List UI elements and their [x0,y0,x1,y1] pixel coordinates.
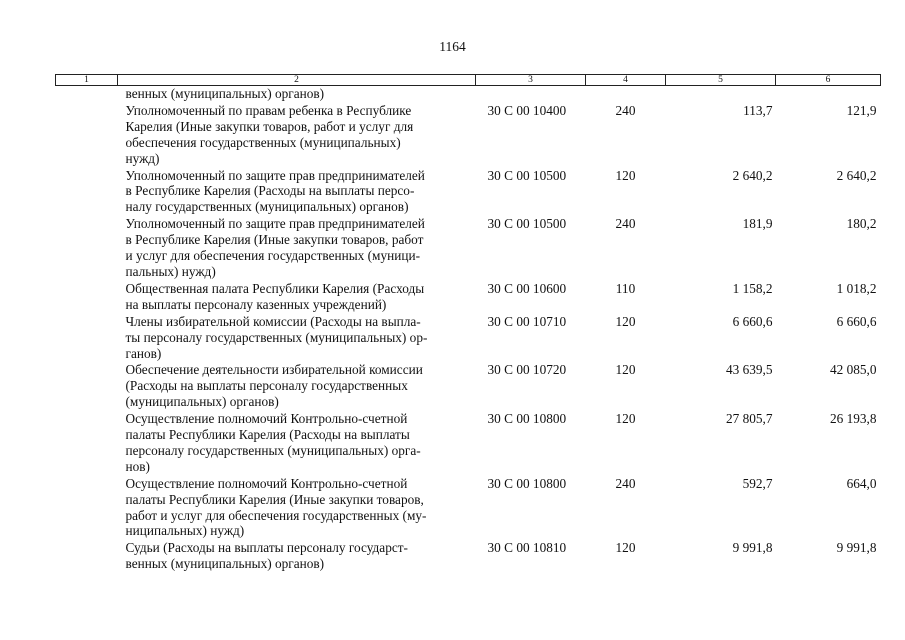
expense-name-line: и услуг для обеспечения государственных (муници- [125,248,421,264]
column-number-row [56,75,881,86]
target-code-cell: 30 С 00 10500 [487,216,567,232]
amount-2020-cell: 42 085,0 [829,362,877,378]
expense-name-line: налу государственных (муниципальных) органов) [125,199,409,215]
amount-2020-cell: 6 660,6 [836,313,877,329]
expense-name-line: обеспечения государственных (муниципальных) [125,134,401,150]
amount-2020-cell: 180,2 [846,216,877,232]
expense-name-line: на выплаты персоналу казенных учреждений) [125,296,387,312]
table-row [56,411,881,476]
row-number-cell [56,103,118,168]
expense-name-cell [118,281,476,314]
amount-2019-cell [666,86,776,103]
row-number-cell [56,86,118,103]
expense-name-line: Уполномоченный по правам ребенка в Республике [125,102,412,118]
table-row [56,540,881,573]
expense-name-cell [118,86,476,103]
column-number-5: 5 [666,75,776,86]
expense-name-line: палаты Республики Карелия (Иные закупки товаров, [125,491,424,507]
table-row [56,281,881,314]
expense-name-line: Общественная палата Республики Карелия (Расходы [125,280,425,296]
column-number-2: 2 [118,75,476,86]
expense-name-line: нужд) [125,150,160,166]
target-code-cell: 30 С 00 10720 [487,362,567,378]
expense-name-cell [118,168,476,217]
expense-name-line: работ и услуг для обеспечения государственных (му- [125,507,427,523]
expense-name-line: (Расходы на выплаты персоналу государственных [125,378,408,394]
expense-name-line: Уполномоченный по защите прав предпринимателей [125,167,425,183]
expense-kind-cell [586,86,666,103]
expense-name-line: пальных) нужд) [125,263,216,279]
amount-2019-cell: 2 640,2 [732,167,773,183]
column-number-4: 4 [586,75,666,86]
amount-2019-cell: 181,9 [742,216,773,232]
target-code-cell: 30 С 00 10500 [487,167,567,183]
expense-kind-cell: 120 [615,540,636,556]
table-body [56,86,881,574]
expense-name-line: Осуществление полномочий Контрольно-счетной [125,411,408,427]
expense-name-cell [118,216,476,281]
table-row [56,362,881,411]
row-number-cell [56,540,118,573]
expense-name-line: венных (муниципальных) органов) [125,556,325,572]
page-number: 1164 [439,39,466,54]
amount-2019-cell: 592,7 [742,475,773,491]
amount-2020-cell: 1 018,2 [836,280,877,296]
table-row [56,168,881,217]
target-code-cell [476,86,586,103]
row-number-cell [56,314,118,363]
expense-name-line: венных (муниципальных) органов) [125,86,325,101]
amount-2019-cell: 9 991,8 [732,540,773,556]
amount-2020-cell: 26 193,8 [829,411,877,427]
expense-name-line: Карелия (Иные закупки товаров, работ и услуг для [125,118,414,134]
target-code-cell: 30 С 00 10800 [487,411,567,427]
expense-name-line: ты персоналу государственных (муниципальных) ор- [125,329,428,345]
amount-2020-cell: 664,0 [846,475,877,491]
table-row [56,476,881,541]
expense-name-cell [118,103,476,168]
amount-2019-cell: 27 805,7 [725,411,773,427]
expense-name-line: Уполномоченный по защите прав предпринимателей [125,216,425,232]
expense-name-line: Члены избирательной комиссии (Расходы на выпла- [125,313,421,329]
target-code-cell: 30 С 00 10400 [487,102,567,118]
expense-name-line: ниципальных) нужд) [125,523,245,539]
column-number-1: 1 [56,75,118,86]
expense-name-line: (муниципальных) органов) [125,394,279,410]
row-number-cell [56,476,118,541]
amount-2019-cell: 6 660,6 [732,313,773,329]
row-number-cell [56,216,118,281]
expense-kind-cell: 110 [615,280,636,296]
row-number-cell [56,411,118,476]
column-number-3: 3 [476,75,586,86]
amount-2019-cell: 43 639,5 [725,362,773,378]
column-number-6: 6 [776,75,881,86]
row-number-cell [56,168,118,217]
target-code-cell: 30 С 00 10710 [487,313,567,329]
expense-name-cell [118,540,476,573]
target-code-cell: 30 С 00 10600 [487,280,567,296]
expense-name-cell [118,411,476,476]
table-row [56,86,881,103]
amount-2020-cell: 9 991,8 [836,540,877,556]
amount-2019-cell: 1 158,2 [732,280,773,296]
expense-name-line: нов) [125,458,150,474]
expense-name-line: персоналу государственных (муниципальных) орга- [125,442,421,458]
expense-kind-cell: 120 [615,362,636,378]
row-number-cell [56,362,118,411]
target-code-cell: 30 С 00 10800 [487,475,567,491]
table-row [56,103,881,168]
expense-name-cell [118,362,476,411]
expense-name-line: Осуществление полномочий Контрольно-счетной [125,475,408,491]
amount-2020-cell: 2 640,2 [836,167,877,183]
expense-kind-cell: 120 [615,167,636,183]
expense-name-line: в Республике Карелия (Иные закупки товаров, работ [125,232,424,248]
expense-name-line: Судьи (Расходы на выплаты персоналу государст- [125,540,408,556]
expense-kind-cell: 240 [615,102,636,118]
expense-kind-cell: 240 [615,475,636,491]
amount-2020-cell: 121,9 [846,102,877,118]
row-number-cell [56,281,118,314]
amount-2019-cell: 113,7 [743,102,773,118]
expense-name-line: Обеспечение деятельности избирательной комиссии [125,362,423,378]
expense-name-cell [118,314,476,363]
table-row [56,216,881,281]
target-code-cell: 30 С 00 10810 [487,540,567,556]
expense-name-cell [118,476,476,541]
table-header [56,75,881,86]
expense-name-line: ганов) [125,345,162,361]
expense-kind-cell: 120 [615,313,636,329]
table-row [56,314,881,363]
expense-kind-cell: 120 [615,411,636,427]
expense-name-line: в Республике Карелия (Расходы на выплаты персо- [125,183,415,199]
amount-2020-cell [776,86,881,103]
expense-name-line: палаты Республики Карелия (Расходы на выплаты [125,427,410,443]
budget-table [55,74,881,573]
expense-kind-cell: 240 [615,216,636,232]
